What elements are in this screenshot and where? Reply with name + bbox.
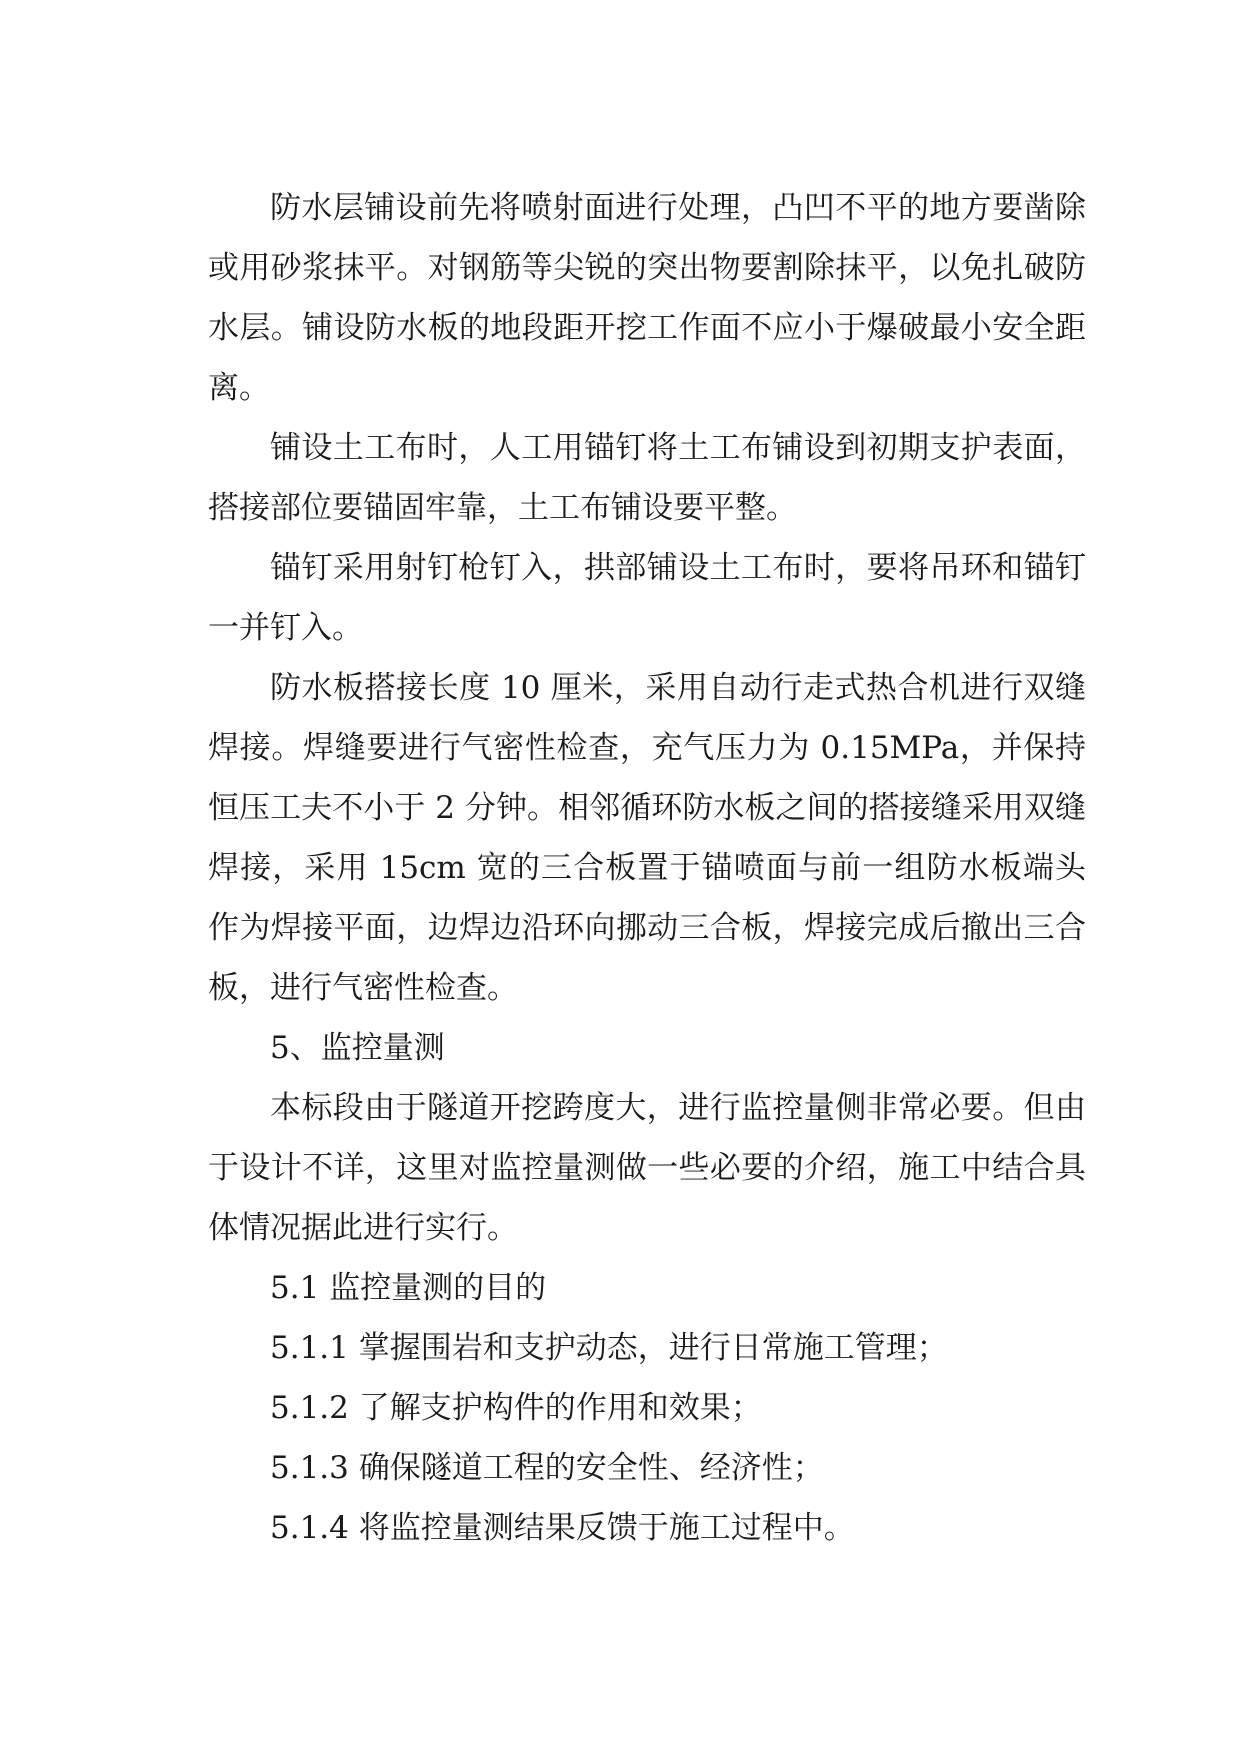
list-item-5-1-1: 5.1.1 掌握围岩和支护动态，进行日常施工管理； xyxy=(270,1330,948,1366)
subsection-heading-purpose: 5.1 监控量测的目的 xyxy=(270,1270,547,1306)
list-item-5-1-3: 5.1.3 确保隧道工程的安全性、经济性； xyxy=(270,1450,824,1486)
paragraph-monitoring-intro: 本标段由于隧道开挖跨度大，进行监控量侧非常必要。但由于设计不详，这里对监控量测做一些必要的介绍，施工中结合具体情况据此进行实行。 xyxy=(208,1090,1086,1246)
section-heading-monitoring: 5、监控量测 xyxy=(270,1030,445,1066)
document-body xyxy=(208,178,1086,1558)
paragraph-anchor-nails: 锚钉采用射钉枪钉入，拱部铺设土工布时，要将吊环和锚钉一并钉入。 xyxy=(208,550,1086,646)
paragraph-welding: 防水板搭接长度 10 厘米，采用自动行走式热合机进行双缝焊接。焊缝要进行气密性检查，充气压力为 0.15MPa，并保持恒压工夫不小于 2 分钟。相邻循环防水板之间的搭接缝采用双缝焊接，采用 15cm 宽的三合板置于锚喷面与前一组防水板端头作为焊接平面，边焊边沿环向挪动三合板，焊接完成后撤出三合板，进行气密性检查。 xyxy=(208,670,1086,1006)
paragraph-geotextile-laying: 铺设土工布时，人工用锚钉将土工布铺设到初期支护表面，搭接部位要锚固牢靠，土工布铺设要平整。 xyxy=(208,430,1086,526)
paragraph-waterproof-prep: 防水层铺设前先将喷射面进行处理，凸凹不平的地方要凿除或用砂浆抹平。对钢筋等尖锐的突出物要割除抹平，以免扎破防水层。铺设防水板的地段距开挖工作面不应小于爆破最小安全距离。 xyxy=(208,190,1086,406)
list-item-5-1-2: 5.1.2 了解支护构件的作用和效果； xyxy=(270,1390,762,1426)
list-item-5-1-4: 5.1.4 将监控量测结果反馈于施工过程中。 xyxy=(270,1510,855,1546)
